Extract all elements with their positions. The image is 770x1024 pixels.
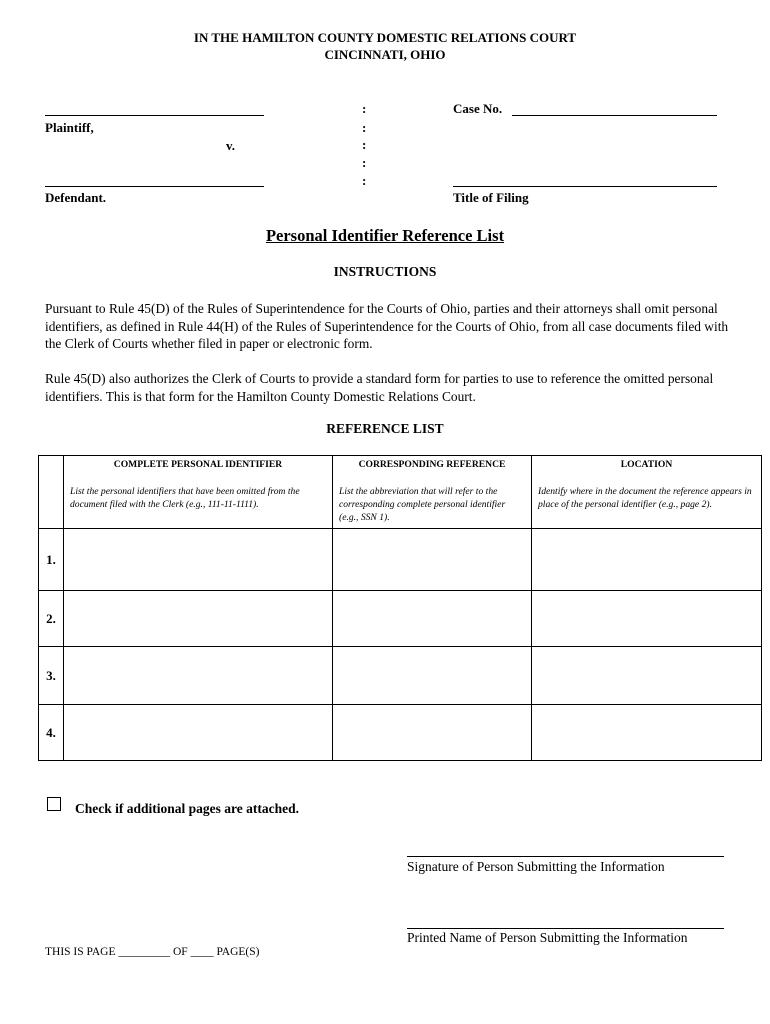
defendant-name-line[interactable]	[45, 186, 264, 187]
location-cell[interactable]	[532, 705, 762, 761]
signature-line[interactable]	[407, 856, 724, 857]
column-title: LOCATION	[620, 459, 673, 470]
additional-pages-label: Check if additional pages are attached.	[75, 801, 300, 816]
row-number: 4.	[39, 705, 64, 761]
case-number-label: Case No.	[453, 101, 503, 116]
row-number: 1.	[39, 529, 64, 591]
reference-table	[38, 455, 762, 761]
additional-pages-checkbox[interactable]	[47, 797, 61, 811]
printed-name-label: Printed Name of Person Submitting the Information	[407, 930, 688, 945]
column-hint: List the abbreviation that will refer to the corresponding complete personal identifier (e.g., SSN 1).	[339, 486, 506, 523]
defendant-label: Defendant.	[45, 190, 107, 205]
case-number-field[interactable]	[512, 115, 717, 116]
instructions-paragraph-2: Rule 45(D) also authorizes the Clerk of Courts to provide a standard form for parties to use to reference the omitted personal identifiers. This is that form for the Hamilton County Domestic Relations Court.	[45, 371, 714, 404]
court-name: IN THE HAMILTON COUNTY DOMESTIC RELATIONS COURT	[193, 30, 577, 45]
caption-colon: :	[362, 137, 367, 152]
title-of-filing-field[interactable]	[453, 186, 717, 187]
signature-label: Signature of Person Submitting the Information	[407, 859, 665, 874]
printed-name-line[interactable]	[407, 928, 724, 929]
court-location: CINCINNATI, OHIO	[324, 47, 446, 62]
reference-cell[interactable]	[333, 705, 532, 761]
reference-cell[interactable]	[333, 529, 532, 591]
column-header	[64, 456, 333, 529]
identifier-cell[interactable]	[64, 529, 333, 591]
location-cell[interactable]	[532, 591, 762, 647]
number-column-header	[39, 456, 64, 529]
identifier-cell[interactable]	[64, 705, 333, 761]
versus-label: v.	[226, 138, 236, 153]
caption-colon: :	[362, 101, 367, 116]
plaintiff-name-line[interactable]	[45, 115, 264, 116]
column-header	[333, 456, 532, 529]
identifier-cell[interactable]	[64, 591, 333, 647]
row-number: 3.	[39, 647, 64, 705]
location-cell[interactable]	[532, 647, 762, 705]
column-title: CORRESPONDING REFERENCE	[358, 459, 506, 470]
instructions-heading: INSTRUCTIONS	[333, 264, 437, 279]
row-number: 2.	[39, 591, 64, 647]
caption-colon: :	[362, 120, 367, 135]
caption-colon: :	[362, 173, 367, 188]
column-title: COMPLETE PERSONAL IDENTIFIER	[113, 459, 283, 470]
table-row	[39, 591, 762, 647]
document-title: Personal Identifier Reference List	[265, 226, 505, 245]
table-row	[39, 705, 762, 761]
page-count: THIS IS PAGE _________ OF ____ PAGE(S)	[45, 946, 260, 958]
title-of-filing-label: Title of Filing	[453, 190, 529, 205]
reference-list-heading: REFERENCE LIST	[326, 421, 444, 436]
plaintiff-label: Plaintiff,	[45, 120, 94, 135]
caption-colon: :	[362, 155, 367, 170]
table-row	[39, 647, 762, 705]
table-row	[39, 529, 762, 591]
identifier-cell[interactable]	[64, 647, 333, 705]
column-hint: Identify where in the document the reference appears in place of the personal identifier (e.g., page 2).	[538, 486, 752, 510]
instructions-paragraph-1: Pursuant to Rule 45(D) of the Rules of Superintendence for the Courts of Ohio, parties and their attorneys shall omit personal identifiers, as defined in Rule 44(H) of the Rules of Superintendence for the Courts of Ohio, from all case documents filed with the Clerk of Courts whether filed in paper or electronic form.	[45, 301, 729, 351]
table-header-row	[39, 456, 762, 529]
location-cell[interactable]	[532, 529, 762, 591]
reference-cell[interactable]	[333, 647, 532, 705]
reference-cell[interactable]	[333, 591, 532, 647]
column-hint: List the personal identifiers that have been omitted from the document filed with the Clerk (e.g., 111-11-1111).	[70, 486, 300, 510]
column-header	[532, 456, 762, 529]
